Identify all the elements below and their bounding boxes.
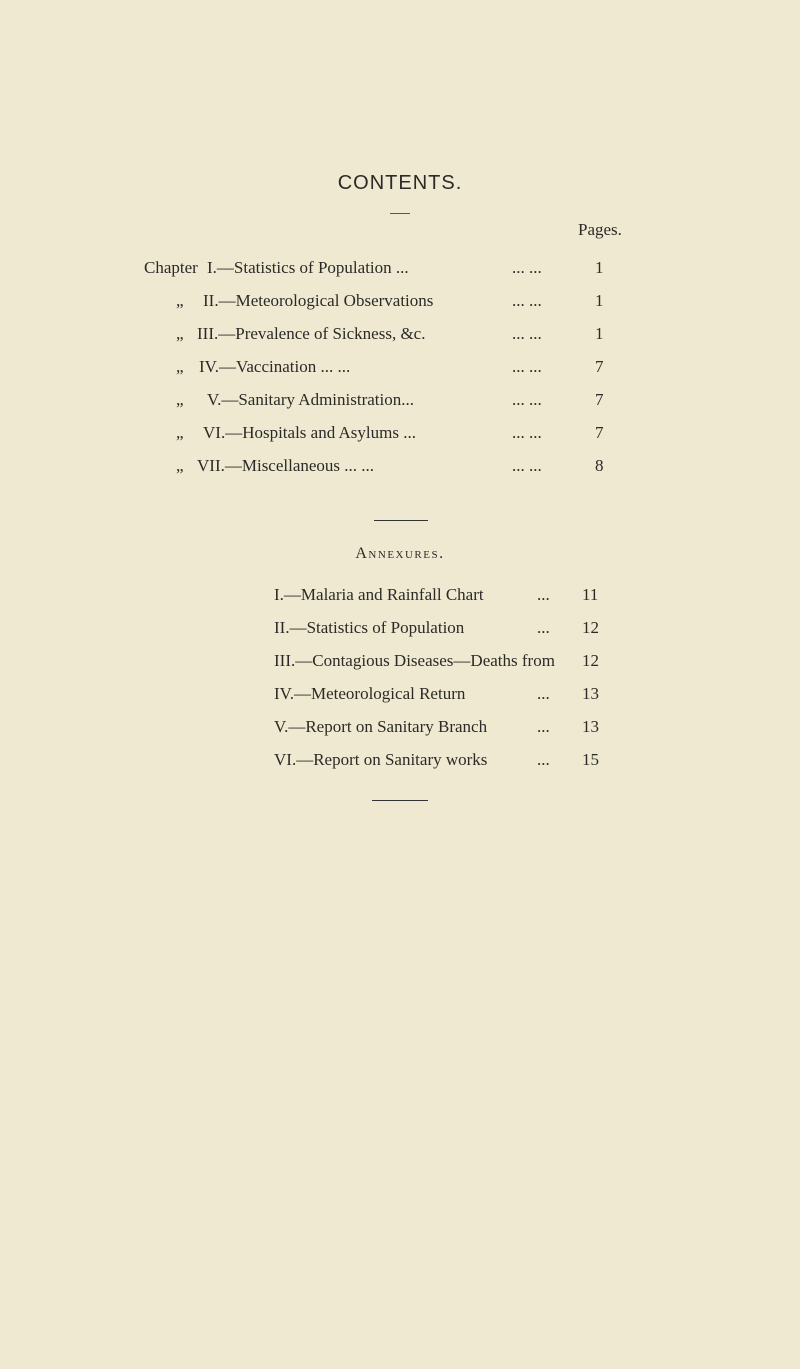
chapter-title: VII.—Miscellaneous ... ... bbox=[197, 456, 375, 475]
chapter-title: V.—Sanitary Administration... bbox=[207, 390, 414, 409]
annexures-heading: Annexures. bbox=[355, 545, 445, 562]
chapter-leader-dots: ... ... bbox=[512, 258, 542, 277]
chapter-prefix: „ bbox=[176, 291, 184, 310]
chapter-title: VI.—Hospitals and Asylums ... bbox=[203, 423, 416, 442]
section-divider bbox=[374, 520, 428, 521]
chapter-page-number: 1 bbox=[595, 291, 604, 310]
chapter-page-number: 1 bbox=[595, 258, 604, 277]
annexure-page-number: 11 bbox=[582, 585, 599, 604]
chapter-prefix: „ bbox=[176, 456, 184, 475]
chapter-prefix: „ bbox=[176, 423, 184, 442]
chapter-prefix: „ bbox=[176, 390, 184, 409]
annexure-leader-dots: ... bbox=[537, 750, 550, 769]
annexure-page-number: 15 bbox=[582, 750, 599, 769]
chapter-title: I.—Statistics of Population ... bbox=[207, 258, 409, 277]
chapter-prefix: „ bbox=[176, 324, 184, 343]
chapter-page-number: 8 bbox=[595, 456, 604, 475]
pages-column-header: Pages. bbox=[578, 220, 622, 239]
annexure-title: III.—Contagious Diseases—Deaths from bbox=[274, 651, 555, 670]
chapter-leader-dots: ... ... bbox=[512, 357, 542, 376]
annexure-leader-dots: ... bbox=[537, 717, 550, 736]
chapter-prefix: Chapter bbox=[144, 258, 198, 277]
chapter-leader-dots: ... ... bbox=[512, 324, 542, 343]
annexure-leader-dots: ... bbox=[537, 618, 550, 637]
chapter-leader-dots: ... ... bbox=[512, 456, 542, 475]
annexure-leader-dots: ... bbox=[537, 684, 550, 703]
chapter-page-number: 7 bbox=[595, 390, 604, 409]
chapter-prefix: „ bbox=[176, 357, 184, 376]
title-rule bbox=[390, 213, 410, 214]
annexure-page-number: 12 bbox=[582, 651, 599, 670]
annexure-title: IV.—Meteorological Return bbox=[274, 684, 466, 703]
bottom-divider bbox=[372, 800, 428, 801]
chapter-title: IV.—Vaccination ... ... bbox=[199, 357, 351, 376]
chapter-leader-dots: ... ... bbox=[512, 423, 542, 442]
annexure-page-number: 12 bbox=[582, 618, 599, 637]
annexure-title: II.—Statistics of Population bbox=[274, 618, 465, 637]
chapter-title: III.—Prevalence of Sickness, &c. bbox=[197, 324, 426, 343]
chapter-page-number: 7 bbox=[595, 423, 604, 442]
chapter-page-number: 7 bbox=[595, 357, 604, 376]
annexure-title: I.—Malaria and Rainfall Chart bbox=[274, 585, 484, 604]
annexure-title: VI.—Report on Sanitary works bbox=[274, 750, 488, 769]
annexure-page-number: 13 bbox=[582, 717, 599, 736]
chapter-leader-dots: ... ... bbox=[512, 390, 542, 409]
chapter-page-number: 1 bbox=[595, 324, 604, 343]
chapter-leader-dots: ... ... bbox=[512, 291, 542, 310]
annexure-page-number: 13 bbox=[582, 684, 599, 703]
annexure-leader-dots: ... bbox=[537, 585, 550, 604]
chapter-title: II.—Meteorological Observations bbox=[203, 291, 434, 310]
annexure-title: V.—Report on Sanitary Branch bbox=[274, 717, 488, 736]
page-title: CONTENTS. bbox=[337, 172, 463, 194]
